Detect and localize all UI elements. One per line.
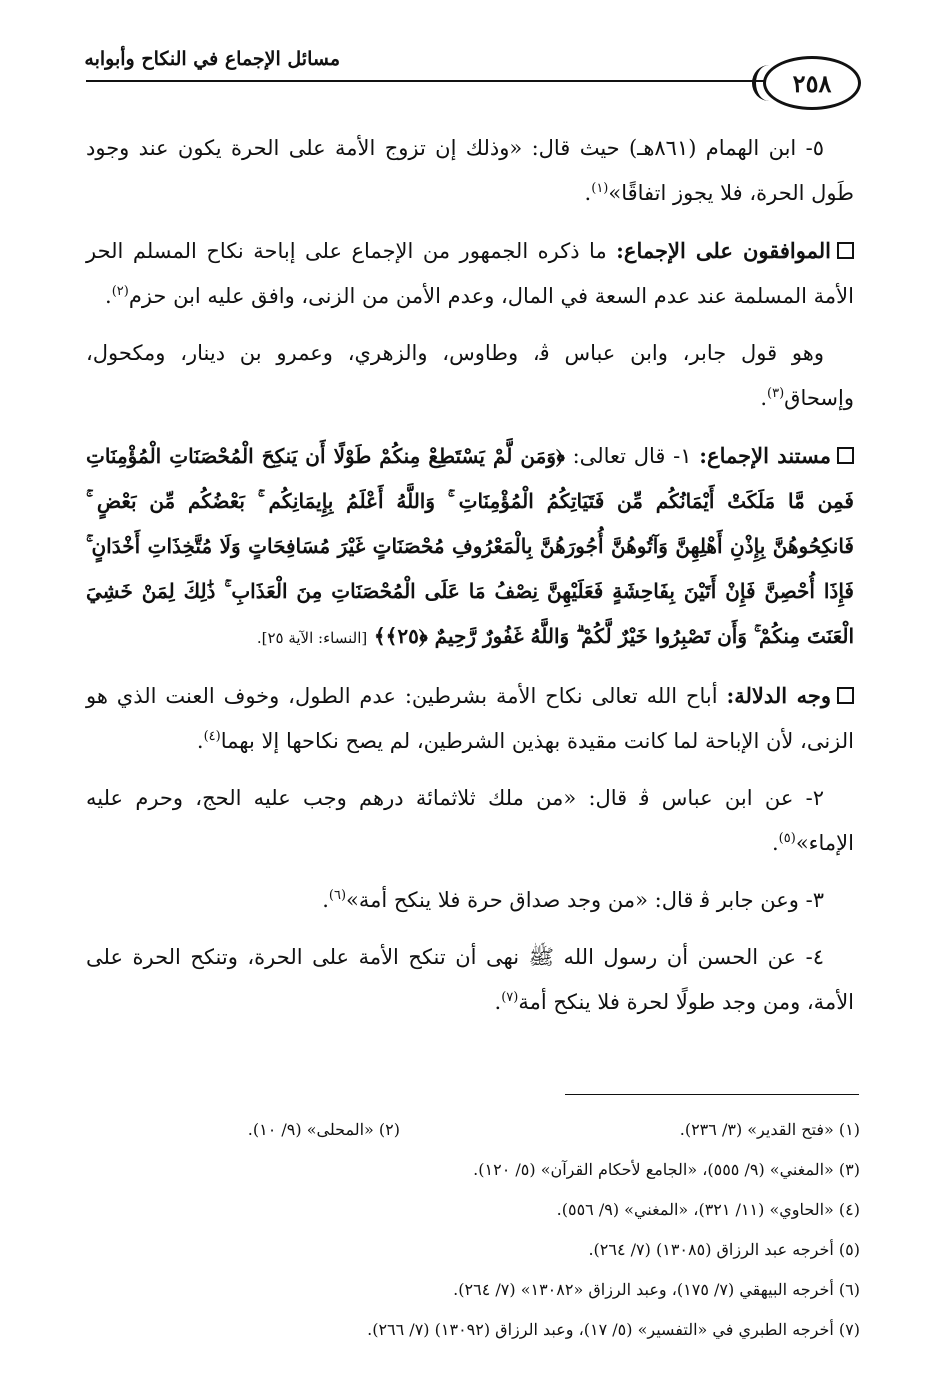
paragraph-ibn-al-humam <box>86 126 854 216</box>
footnote-7: (٧) أخرجه الطبري في «التفسير» (٥/ ١٧)، وعبد الرزاق (١٣٠٩٢) (٧/ ٢٦٦). <box>367 1320 860 1339</box>
paragraph-end: . <box>322 888 329 912</box>
paragraph-scholars <box>86 331 854 421</box>
footnote-ref: (٤) <box>203 729 221 744</box>
footnote-ref: (٧) <box>501 990 519 1005</box>
paragraph-text: أباح الله تعالى نكاح الأمة بشرطين: عدم الطول، وخوف العنت الذي هو الزنى، لأن الإباحة لما كانت مقيدة بهذين الشرطين، لم يصح نكاحها إلا بهما <box>86 684 854 753</box>
footnote-ref: (٦) <box>328 888 347 903</box>
section-heading: مستند الإجماع: <box>699 443 831 468</box>
paragraph-end: . <box>760 386 768 410</box>
footnote-1: (١) «فتح القدير» (٣/ ٢٣٦). <box>679 1120 860 1139</box>
paragraph-end: . <box>771 831 779 855</box>
paragraph-text: ٢- عن ابن عباس ﭬ قال: «من ملك ثلاثمائة درهم وجب عليه الحج، وحرم عليه الإماء» <box>86 786 854 855</box>
footnote-4: (٤) «الحاوي» (١١/ ٣٢١)، «المغني» (٩/ ٥٥٦). <box>556 1200 860 1219</box>
page-number-badge <box>763 56 861 110</box>
footnote-2: (٢) «المحلى» (٩/ ١٠). <box>247 1120 400 1139</box>
footnote-ref: (٢) <box>111 284 129 299</box>
paragraph-text: وهو قول جابر، وابن عباس ﭬ، وطاوس، والزهري، وعمرو بن دينار، ومكحول، وإسحاق <box>86 341 854 410</box>
square-bullet-icon <box>837 447 854 464</box>
paragraph-al-hasan <box>86 935 854 1025</box>
paragraph-text: ٥- ابن الهمام (٨٦١هـ) حيث قال: «وذلك إن تزوج الأمة على الحرة يكون عند وجود طَول الحرة، فلا يجوز اتفاقًا» <box>86 136 854 205</box>
footnote-6: (٦) أخرجه البيهقي (٧/ ١٧٥)، وعبد الرزاق «١٣٠٨٢» (٧/ ٢٦٤). <box>453 1280 860 1299</box>
paragraph-text: ٣- وعن جابر ﭬ قال: «من وجد صداق حرة فلا ينكح أمة» <box>346 888 824 912</box>
footnote-separator <box>565 1094 859 1095</box>
paragraph-end: . <box>105 284 112 308</box>
section-heading: وجه الدلالة: <box>726 683 831 708</box>
footnote-ref: (٣) <box>767 386 785 401</box>
paragraph-text: ٤- عن الحسن أن رسول الله ﷺ نهى أن تنكح الأمة على الحرة، وتنكح الحرة على الأمة، ومن وجد طولًا لحرة فلا ينكح أمة <box>86 945 854 1014</box>
paragraph-agreeing <box>86 228 854 319</box>
paragraph-ibn-abbas <box>86 776 854 866</box>
quran-verse: ﴿وَمَن لَّمْ يَسْتَطِعْ مِنكُمْ طَوْلًا أَن يَنكِحَ الْمُحْصَنَاتِ الْمُؤْمِنَاتِ فَمِن مَّا مَلَكَتْ أَيْمَانُكُم مِّن فَتَيَاتِكُمُ الْمُؤْمِنَاتِ ۚ وَاللَّهُ أَعْلَمُ بِإِيمَانِكُم ۚ بَعْضُكُم مِّن بَعْضٍ ۚ فَانكِحُوهُنَّ بِإِذْنِ أَهْلِهِنَّ وَآتُوهُنَّ أُجُورَهُنَّ بِالْمَعْرُوفِ مُحْصَنَاتٍ غَيْرَ مُسَافِحَاتٍ وَلَا مُتَّخِذَاتِ أَخْدَانٍ ۚ فَإِذَا أُحْصِنَّ فَإِنْ أَتَيْنَ بِفَاحِشَةٍ فَعَلَيْهِنَّ نِصْفُ مَا عَلَى الْمُحْصَنَاتِ مِنَ الْعَذَابِ ۚ ذَٰلِكَ لِمَنْ خَشِيَ الْعَنَتَ مِنكُمْ ۚ وَأَن تَصْبِرُوا خَيْرٌ لَّكُمْ ۗ وَاللَّهُ غَفُورٌ رَّحِيمٌ ﴿٢٥﴾﴾ <box>86 444 854 648</box>
paragraph-text: ما ذكره الجمهور من الإجماع على إباحة نكاح المسلم الحر الأمة المسلمة عند عدم السعة في المال، وعدم الأمن من الزنى، وافق عليه ابن حزم <box>86 239 854 308</box>
paragraph-end: . <box>196 729 204 753</box>
footnote-3: (٣) «المغني» (٩/ ٥٥٥)، «الجامع لأحكام القرآن» (٥/ ١٢٠). <box>473 1160 860 1179</box>
paragraph-end: . <box>494 990 502 1014</box>
section-heading: الموافقون على الإجماع: <box>616 238 831 263</box>
paragraph-end: . <box>584 181 592 205</box>
footnote-ref: (٥) <box>778 831 796 846</box>
footnote-row <box>86 1110 860 1150</box>
paragraph-jabir <box>86 878 854 923</box>
paragraph-inference <box>86 673 854 764</box>
footnote-5: (٥) أخرجه عبد الرزاق (١٣٠٨٥) (٧/ ٢٦٤). <box>588 1240 860 1259</box>
paragraph-intro: ١- قال تعالى: <box>572 444 692 468</box>
square-bullet-icon <box>837 242 854 259</box>
page-number: ٢٥٨ <box>792 68 832 98</box>
running-header-title: مسائل الإجماع في النكاح وأبوابه <box>84 48 340 70</box>
main-text <box>86 126 854 1037</box>
footnote-ref: (١) <box>591 181 609 196</box>
header-rule <box>86 80 854 82</box>
square-bullet-icon <box>837 687 854 704</box>
paragraph-evidence <box>86 433 854 661</box>
verse-citation: [النساء: الآية ٢٥]. <box>256 629 368 647</box>
footnotes <box>86 1110 860 1350</box>
